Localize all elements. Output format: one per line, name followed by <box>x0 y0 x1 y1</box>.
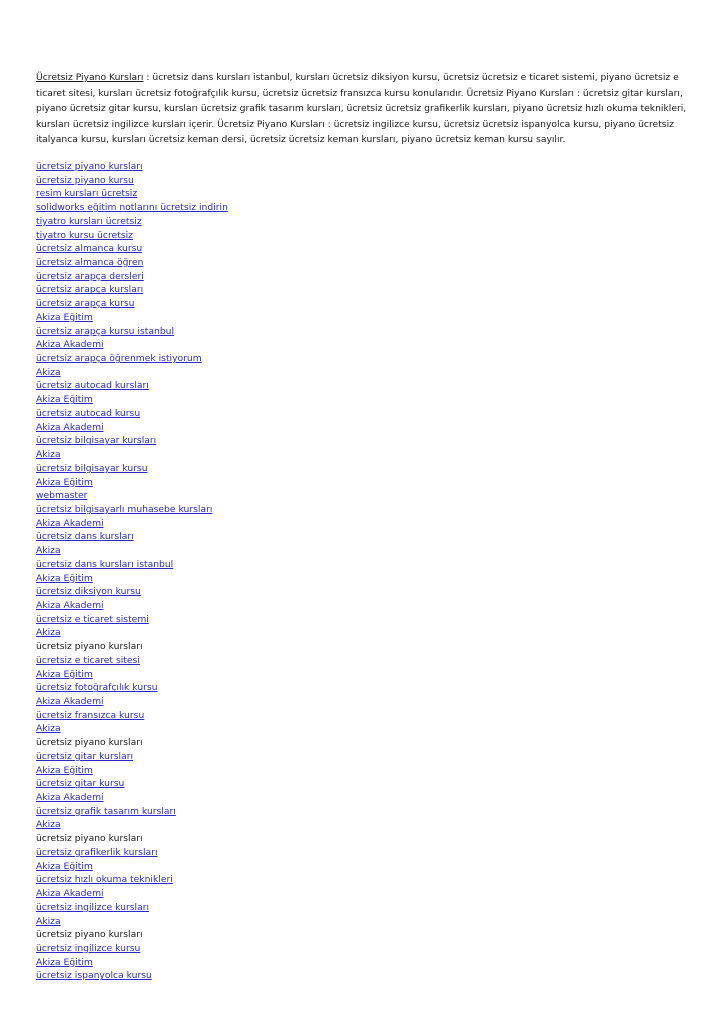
list-item <box>36 969 696 983</box>
keyword-link[interactable]: Akiza Akademi <box>36 888 104 900</box>
keyword-link[interactable]: ücretsiz autocad kursları <box>36 380 149 392</box>
list-item <box>36 736 696 750</box>
list-item <box>36 572 696 586</box>
keyword-link[interactable]: ücretsiz almanca öğren <box>36 257 144 268</box>
list-item <box>36 558 696 572</box>
list-item <box>36 626 696 640</box>
keyword-link[interactable]: ücretsiz dans kursları istanbul <box>36 558 174 570</box>
keyword-link[interactable]: ücretsiz arapça kursu <box>36 298 135 310</box>
keyword-link[interactable]: Akiza Eğitim <box>36 668 93 680</box>
keyword-link[interactable]: ücretsiz bilgisayarlı muhasebe kursları <box>36 503 213 515</box>
keyword-text: ücretsiz piyano kursları <box>36 929 143 941</box>
keyword-link[interactable]: resim kursları ücretsiz <box>36 188 138 200</box>
keyword-link[interactable]: ücretsiz almanca kursu <box>36 243 143 255</box>
list-item <box>36 489 696 503</box>
list-item <box>36 681 696 695</box>
list-item <box>36 530 696 544</box>
keyword-link[interactable]: ücretsiz ingilizce kursları <box>36 901 150 913</box>
list-item <box>36 654 696 668</box>
keyword-link[interactable]: Akiza Akademi <box>36 696 104 707</box>
list-item <box>36 229 696 243</box>
list-item <box>36 640 696 654</box>
keyword-link[interactable]: Akiza Akademi <box>36 517 104 529</box>
keyword-link[interactable]: Akiza Eğitim <box>36 476 93 488</box>
list-item <box>36 352 696 366</box>
keyword-link[interactable]: Akiza <box>36 723 61 735</box>
list-item <box>36 791 696 805</box>
list-item <box>36 421 696 435</box>
list-item <box>36 599 696 613</box>
list-item <box>36 750 696 764</box>
list-item <box>36 517 696 531</box>
list-item <box>36 668 696 682</box>
list-item <box>36 805 696 819</box>
list-item <box>36 832 696 846</box>
list-item <box>36 873 696 887</box>
keyword-link[interactable]: ücretsiz grafik tasarım kursları <box>36 805 176 817</box>
list-item <box>36 956 696 970</box>
keyword-link[interactable]: ücretsiz autocad kursu <box>36 407 141 419</box>
document-page <box>36 70 696 983</box>
keyword-text: ücretsiz piyano kursları <box>36 833 143 845</box>
keyword-link[interactable]: Akiza <box>36 627 61 639</box>
keyword-link[interactable]: ücretsiz bilgisayar kursları <box>36 435 157 447</box>
list-item <box>36 242 696 256</box>
keyword-link[interactable]: Akiza <box>36 819 61 831</box>
list-item <box>36 366 696 380</box>
keyword-link[interactable]: ücretsiz e ticaret sistemi <box>36 613 149 625</box>
list-item <box>36 476 696 490</box>
list-item <box>36 695 696 709</box>
keyword-link[interactable]: ücretsiz fransızca kursu <box>36 709 145 721</box>
list-item <box>36 709 696 723</box>
intro-body-text: : ücretsiz dans kursları istanbul, kursları ücretsiz diksiyon kursu, ücretsiz ücretsiz e ticaret sistemi, piyano ücretsiz e ticaret sitesi, kursları ücretsiz fotoğrafçılık kursu, ücretsiz ücretsiz fransızca kursu konularıdır. Ücretsiz Piyano Kursları : ücretsiz gitar kursları, piyano ücretsiz gitar kursu, kursları ücretsiz grafik tasarım kursları, ücretsiz ücretsiz grafikerlik kursları, piyano ücretsiz hızlı okuma teknikleri, kursları ücretsiz ingilizce kursları içerir. Ücretsiz Piyano Kursları : ücretsiz ingilizce kursu, ücretsiz ücretsiz ispanyolca kursu, piyano ücretsiz italyanca kursu, kursları ücretsiz keman dersi, ücretsiz ücretsiz keman kursları, piyano ücretsiz keman kursu sayılır. <box>36 72 687 146</box>
keyword-link[interactable]: ücretsiz ispanyolca kursu <box>36 970 152 982</box>
keyword-link[interactable]: ücretsiz grafikerlik kursları <box>36 846 158 858</box>
keyword-link[interactable]: Akiza Eğitim <box>36 860 93 872</box>
list-item <box>36 187 696 201</box>
keyword-link[interactable]: Akiza <box>36 915 61 927</box>
list-item <box>36 928 696 942</box>
keyword-link[interactable]: Akiza <box>36 366 61 378</box>
list-item <box>36 256 696 270</box>
keyword-link[interactable]: Akiza Eğitim <box>36 572 93 584</box>
keyword-link[interactable]: Akiza Akademi <box>36 599 104 611</box>
keyword-text: ücretsiz piyano kursları <box>36 641 143 653</box>
keyword-link[interactable]: ücretsiz arapça kursları <box>36 284 144 296</box>
keyword-link[interactable]: Akiza Akademi <box>36 339 104 351</box>
list-item <box>36 338 696 352</box>
keyword-link[interactable]: ücretsiz piyano kursları <box>36 160 143 172</box>
keyword-link[interactable]: ücretsiz arapça dersleri <box>36 270 144 282</box>
list-item <box>36 764 696 778</box>
keyword-link-list <box>36 160 696 983</box>
list-item <box>36 544 696 558</box>
keyword-link[interactable]: Akiza Akademi <box>36 421 104 433</box>
intro-title-link[interactable]: Ücretsiz Piyano Kursları <box>36 72 144 83</box>
list-item <box>36 201 696 215</box>
keyword-link[interactable]: Akiza <box>36 545 61 557</box>
list-item <box>36 901 696 915</box>
list-item <box>36 270 696 284</box>
keyword-link[interactable]: Akiza Akademi <box>36 792 104 804</box>
list-item <box>36 174 696 188</box>
keyword-link[interactable]: ücretsiz piyano kursu <box>36 174 134 186</box>
keyword-link[interactable]: tiyatro kursu ücretsiz <box>36 229 133 241</box>
list-item <box>36 160 696 174</box>
keyword-text: ücretsiz piyano kursları <box>36 737 143 749</box>
keyword-link[interactable]: ücretsiz arapça kursu istanbul <box>36 325 175 337</box>
list-item <box>36 325 696 339</box>
list-item <box>36 846 696 860</box>
keyword-link[interactable]: Akiza <box>36 449 61 461</box>
list-item <box>36 818 696 832</box>
list-item <box>36 393 696 407</box>
keyword-link[interactable]: tiyatro kursları ücretsiz <box>36 215 142 227</box>
keyword-link[interactable]: ücretsiz gitar kursu <box>36 778 125 790</box>
keyword-link[interactable]: ücretsiz hızlı okuma teknikleri <box>36 874 173 886</box>
keyword-link[interactable]: ücretsiz fotoğrafçılık kursu <box>36 682 158 694</box>
keyword-link[interactable]: webmaster <box>36 490 88 502</box>
keyword-link[interactable]: ücretsiz gitar kursları <box>36 750 134 762</box>
list-item <box>36 613 696 627</box>
list-item <box>36 585 696 599</box>
intro-paragraph <box>36 70 696 148</box>
list-item <box>36 777 696 791</box>
keyword-link[interactable]: ücretsiz e ticaret sitesi <box>36 654 140 666</box>
list-item <box>36 722 696 736</box>
keyword-link[interactable]: Akiza Eğitim <box>36 311 93 323</box>
list-item <box>36 283 696 297</box>
list-item <box>36 434 696 448</box>
list-item <box>36 379 696 393</box>
list-item <box>36 503 696 517</box>
list-item <box>36 448 696 462</box>
keyword-link[interactable]: Akiza Eğitim <box>36 764 93 776</box>
list-item <box>36 942 696 956</box>
list-item <box>36 462 696 476</box>
keyword-link[interactable]: Akiza Eğitim <box>36 394 93 406</box>
list-item <box>36 311 696 325</box>
keyword-link[interactable]: ücretsiz dans kursları <box>36 531 134 543</box>
keyword-link[interactable]: solidworks eğitim notlarını ücretsiz indirin <box>36 202 228 214</box>
list-item <box>36 215 696 229</box>
keyword-link[interactable]: Akiza Eğitim <box>36 956 93 968</box>
keyword-link[interactable]: ücretsiz diksiyon kursu <box>36 586 141 598</box>
keyword-link[interactable]: ücretsiz ingilizce kursu <box>36 942 141 954</box>
keyword-link[interactable]: ücretsiz bilgisayar kursu <box>36 462 148 474</box>
list-item <box>36 887 696 901</box>
keyword-link[interactable]: ücretsiz arapça öğrenmek istiyorum <box>36 353 202 365</box>
list-item <box>36 860 696 874</box>
list-item <box>36 297 696 311</box>
list-item <box>36 915 696 929</box>
list-item <box>36 407 696 421</box>
